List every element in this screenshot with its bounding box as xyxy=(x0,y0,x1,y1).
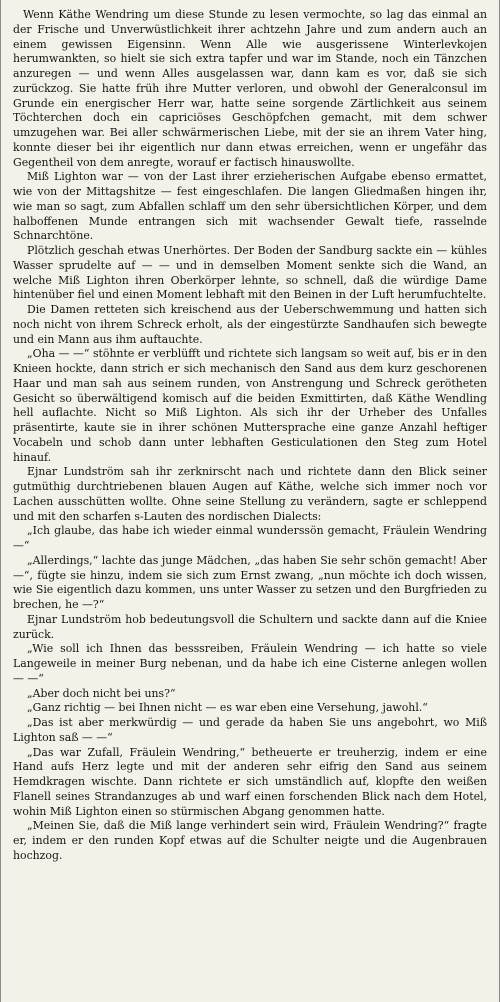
paragraph-4: Die Damen retteten sich kreischend aus der Ueberschwemmung und hatten sich noch nicht von ihrem Schreck erholt, als der eingestürzte Sandhaufen sich bewegte und ein Mann aus ihm auftauchte. xyxy=(13,303,487,346)
paragraph-1: Wenn Käthe Wendring um diese Stunde zu lesen vermochte, so lag das einmal an der Frische und Unverwüstlichkeit ihrer achtzehn Jahre und zum andern auch an einem gewissen Eigensinn. Wenn Alle wie ausgerissene Winterlevkojen herumwankten, so hielt sie sich extra tapfer und war im Stande, noch ein Tänzchen anzuregen — und wenn Alles ausgelassen war, dann kam es vor, daß sie sich zurückzog. Sie hatte früh ihre Mutter verloren, und obwohl der Generalconsul im Grunde ein energischer Herr war, hatte seine sorgende Zärtlichkeit aus seinem Töchterchen doch ein capriciöses Geschöpfchen gemacht, mit dem schwer umzugehen war. Bei aller schwärmerischen Liebe, mit der sie an ihrem Vater hing, konnte dieser bei ihr eigentlich nur dann etwas erreichen, wenn er ungefähr das Gegentheil von dem anregte, worauf er factisch hinauswollte. xyxy=(13,8,487,169)
paragraph-9: Ejnar Lundström hob bedeutungsvoll die Schultern und sackte dann auf die Kniee zurück. xyxy=(13,612,487,641)
paragraph-5: „Oha — —“ stöhnte er verblüfft und richtete sich langsam so weit auf, bis er in den Knieen hockte, dann strich er sich mechanisch den Sand aus dem kurz geschorenen Haar und man sah aus seinem runden, von Anstrengung und Schreck gerötheten Gesicht so überwältigend komisch auf die beiden Exmittirten, daß Käthe Wendling hell auflachte. Nicht so Miß Lighton. Als sich ihr der Urheber des Unfalles präsentirte, kaute sie in ihrer schönen Muttersprache eine ganze Anzahl heftiger Vocabeln und schob dann unter lebhaften Gesticulationen den Steg zum Hotel hinauf. xyxy=(13,347,487,464)
paragraph-7: „Ich glaube, das habe ich wieder einmal wunderssön gemacht, Fräulein Wendring —“ xyxy=(13,524,487,552)
paragraph-14: „Das war Zufall, Fräulein Wendring,“ betheuerte er treuherzig, indem er eine Hand aufs Herz legte und mit der anderen sehr eifrig den Sand aus seinem Hemdkragen wischte. Dann richtete er sich umständlich auf, klopfte den weißen Flanell seines Strandanzuges ab und warf einen forschenden Blick nach dem Hotel, wohin Miß Lighton einen so stürmischen Abgang genommen hatte. xyxy=(13,745,487,818)
paragraph-12: „Ganz richtig — bei Ihnen nicht — es war eben eine Versehung, jawohl.“ xyxy=(27,701,428,715)
paragraph-8: „Allerdings,“ lachte das junge Mädchen, „das haben Sie sehr schön gemacht! Aber —“, fügte sie hinzu, indem sie sich zum Ernst zwang, „nun möchte ich doch wissen, wie Sie eigentlich dazu kommen, uns unter Wasser zu setzen und den Burgfrieden zu brechen, he —?“ xyxy=(13,553,487,611)
paragraph-10: „Wie soll ich Ihnen das besssreiben, Fräulein Wendring — ich hatte so viele Langeweile in meiner Burg nebenan, und da habe ich eine Cisterne anlegen wollen — —“ xyxy=(13,642,487,685)
paragraph-11: „Aber doch nicht bei uns?“ xyxy=(27,686,176,700)
paragraph-3: Plötzlich geschah etwas Unerhörtes. Der Boden der Sandburg sackte ein — kühles Wasser sprudelte auf — — und in demselben Moment senkte sich die Wand, an welche Miß Lighton ihren Oberkörper lehnte, so schnell, daß die würdige Dame hintenüber fiel und einen Moment lebhaft mit den Beinen in der Luft herumfuchtelte. xyxy=(13,244,487,302)
paragraph-2: Miß Lighton war — von der Last ihrer erzieherischen Aufgabe ebenso ermattet, wie von der Mittagshitze — fest eingeschlafen. Die langen Gliedmaßen hingen ihr, wie man so sagt, zum Abfallen schlaff um den sehr übersichtlichen Körper, und dem halboffenen Munde entrangen sich mit wachsender Gewalt tiefe, rasselnde Schnarchtöne. xyxy=(13,170,487,243)
paragraph-15: „Meinen Sie, daß die Miß lange verhindert sein wird, Fräulein Wendring?“ fragte er, indem er den runden Kopf etwas auf die Schulter neigte und die Augenbrauen hochzog. xyxy=(13,819,487,862)
paragraph-6: Ejnar Lundström sah ihr zerknirscht nach und richtete dann den Blick seiner gutmüthig durchtriebenen blauen Augen auf Käthe, welche sich immer noch vor Lachen ausschütten wollte. Ohne seine Stellung zu verändern, sagte er schleppend und mit den scharfen s-Lauten des nordischen Dialects: xyxy=(13,465,487,523)
paragraph-13: „Das ist aber merkwürdig — und gerade da haben Sie uns angebohrt, wo Miß Lighton saß — —“ xyxy=(13,716,487,744)
